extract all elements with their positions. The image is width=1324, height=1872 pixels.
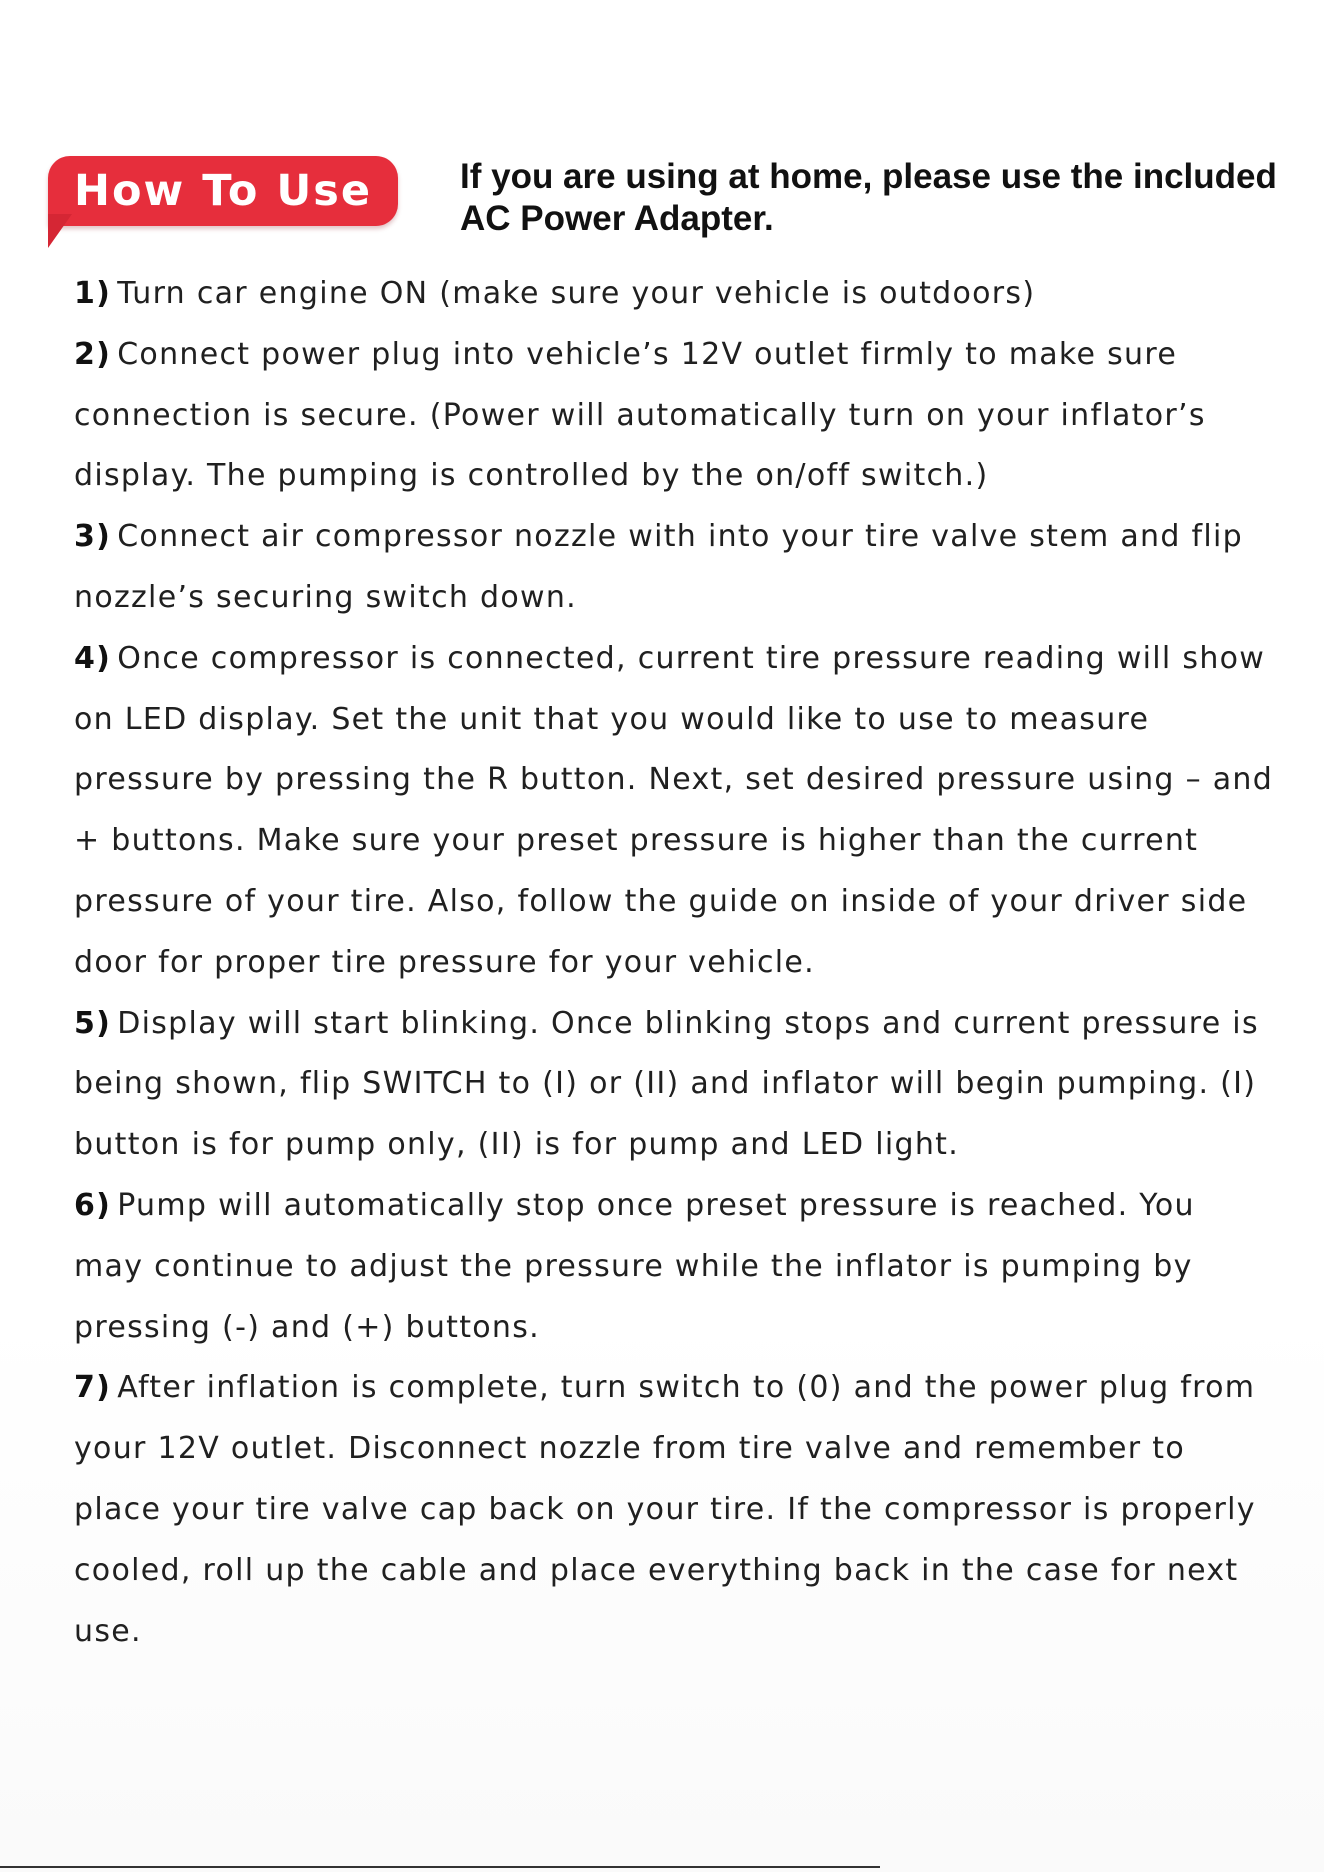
step-text: After inflation is complete, turn switch to (0) and the power plug from your 12V outlet. Disconnect nozzle from tire valve and remember to place your tire valve cap back on your tire. If the compressor is properly cooled, roll up the cable and place everything back in the case for next use.: [74, 1370, 1256, 1649]
home-use-notice: [460, 156, 1280, 240]
step-1: [74, 264, 1274, 325]
badge-tail-decoration: [48, 214, 72, 248]
step-text: Once compressor is connected, current tire pressure reading will show on LED display. Set the unit that you would like to use to measure pressure by pressing the R button. Next, set desired pressure using – and + buttons. Make sure your preset pressure is higher than the current pressure of your tire. Also, follow the guide on inside of your driver side door for proper tire pressure for your vehicle.: [74, 640, 1274, 980]
step-7: [74, 1358, 1274, 1662]
step-4: [74, 629, 1274, 994]
step-6: [74, 1176, 1274, 1358]
step-number: 2): [74, 336, 112, 372]
step-2: [74, 325, 1274, 507]
instruction-steps: [74, 264, 1274, 1662]
step-text: Display will start blinking. Once blinking stops and current pressure is being shown, flip SWITCH to (I) or (II) and inflator will begin pumping. (I) button is for pump only, (II) is for pump and LED light.: [74, 1005, 1259, 1163]
step-number: 1): [74, 276, 112, 311]
step-text: Connect power plug into vehicle’s 12V outlet firmly to make sure connection is secure. (Power will automatically turn on your inflator’s display. The pumping is controlled by the on/off switch.): [74, 336, 1206, 494]
bottom-rule: [0, 1866, 880, 1868]
notice-line-1: If you are using at home, please use the included: [460, 157, 1277, 196]
badge-label: How To Use: [73, 166, 373, 216]
step-number: 7): [74, 1370, 112, 1406]
step-5: [74, 994, 1274, 1176]
step-number: 5): [74, 1005, 112, 1041]
step-text: Turn car engine ON (make sure your vehicle is outdoors): [117, 276, 1036, 311]
step-text: Pump will automatically stop once preset pressure is reached. You may continue to adjust the pressure while the inflator is pumping by pressing (-) and (+) buttons.: [74, 1187, 1195, 1345]
step-3: [74, 507, 1274, 629]
step-number: 4): [74, 640, 112, 676]
step-number: 3): [74, 519, 112, 555]
how-to-use-badge: [48, 156, 398, 226]
notice-line-2: AC Power Adapter.: [460, 199, 774, 238]
step-number: 6): [74, 1187, 112, 1223]
step-text: Connect air compressor nozzle with into your tire valve stem and flip nozzle’s securing switch down.: [74, 519, 1243, 615]
